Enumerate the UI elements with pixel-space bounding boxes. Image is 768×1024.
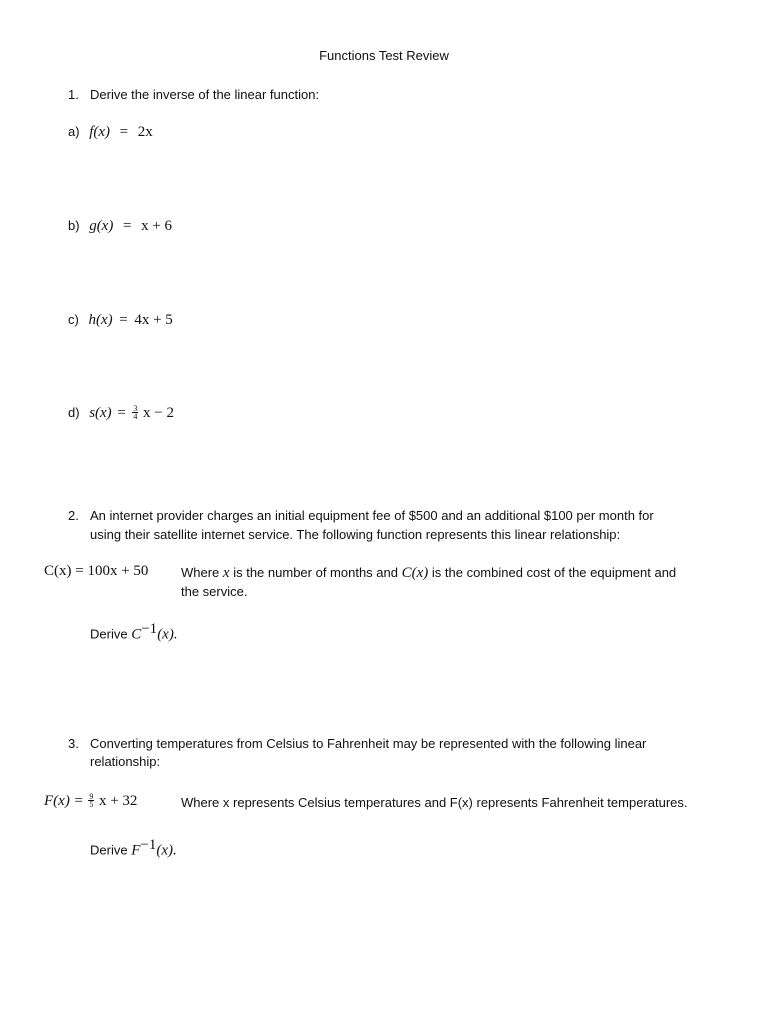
question-3-derive <box>90 837 177 859</box>
question-3-text-line-2: relationship: <box>90 754 161 769</box>
part-d <box>68 405 174 422</box>
part-a <box>68 124 153 141</box>
question-2-derive <box>90 621 178 643</box>
question-2-desc-months: is the number of months and <box>233 565 398 580</box>
question-2-desc-where: Where <box>181 565 220 580</box>
part-c <box>68 312 173 329</box>
page-title: Functions Test Review <box>319 48 449 63</box>
part-b-equals: = <box>122 218 132 234</box>
part-c-rhs: 4x + 5 <box>134 312 173 328</box>
part-a-lhs: f(x) <box>89 124 111 140</box>
part-d-fraction-denominator: 4 <box>133 412 138 422</box>
question-3-equation <box>44 793 137 810</box>
question-2-derive-superscript: −1 <box>141 621 158 637</box>
part-d-fraction <box>132 405 138 420</box>
part-a-label: a) <box>68 124 80 139</box>
question-2-desc-combined: is the combined cost of the equipment and <box>431 565 677 580</box>
part-a-equals: = <box>119 124 129 140</box>
part-d-equals: = <box>117 405 126 421</box>
question-3-derive-function: F <box>131 842 141 859</box>
part-c-equals: = <box>119 312 128 328</box>
question-3-fraction <box>88 793 94 808</box>
question-2-derive-argument: (x). <box>157 626 178 643</box>
question-2-derive-function: C <box>131 626 142 643</box>
question-2-text-line-2: using their satellite internet service. The following function represents this linear relationship: <box>90 527 621 542</box>
question-2-desc-var-x: x <box>222 565 230 581</box>
question-3-lhs: F(x) = <box>44 793 84 809</box>
question-3-derive-argument: (x). <box>156 842 177 859</box>
question-2-number: 2. <box>68 508 79 523</box>
part-b-label: b) <box>68 218 80 233</box>
question-1-prompt: Derive the inverse of the linear function: <box>90 87 320 102</box>
question-2-derive-label: Derive <box>90 626 128 642</box>
part-d-rhs: x − 2 <box>143 405 174 421</box>
part-d-lhs: s(x) <box>89 405 112 421</box>
question-3-derive-label: Derive <box>90 842 128 858</box>
question-3-text-line-1: Converting temperatures from Celsius to Fahrenheit may be represented with the following linear <box>90 736 647 751</box>
part-d-fraction-numerator: 3 <box>133 404 138 414</box>
part-c-label: c) <box>68 312 79 327</box>
question-3-number: 3. <box>68 736 79 751</box>
part-a-rhs: 2x <box>137 124 153 140</box>
part-c-lhs: h(x) <box>88 312 113 328</box>
question-2-text-line-1: An internet provider charges an initial equipment fee of $500 and an additional $100 per month for <box>90 508 654 523</box>
question-2-description-line-2: the service. <box>181 584 248 599</box>
question-1-number: 1. <box>68 87 79 102</box>
question-2-equation: C(x) = 100x + 50 <box>44 563 149 579</box>
question-2-desc-var-c: C(x) <box>401 565 429 581</box>
question-2-description-line-1 <box>181 565 676 582</box>
part-b-lhs: g(x) <box>89 218 114 234</box>
part-d-label: d) <box>68 405 80 420</box>
question-3-rhs: x + 32 <box>98 793 138 809</box>
question-3-description: Where x represents Celsius temperatures and F(x) represents Fahrenheit temperatures. <box>181 795 688 810</box>
question-3-derive-superscript: −1 <box>140 837 157 853</box>
part-b <box>68 218 172 235</box>
question-3-fraction-numerator: 9 <box>89 792 94 802</box>
question-3-fraction-denominator: 5 <box>89 800 94 810</box>
part-b-rhs: x + 6 <box>141 218 173 234</box>
